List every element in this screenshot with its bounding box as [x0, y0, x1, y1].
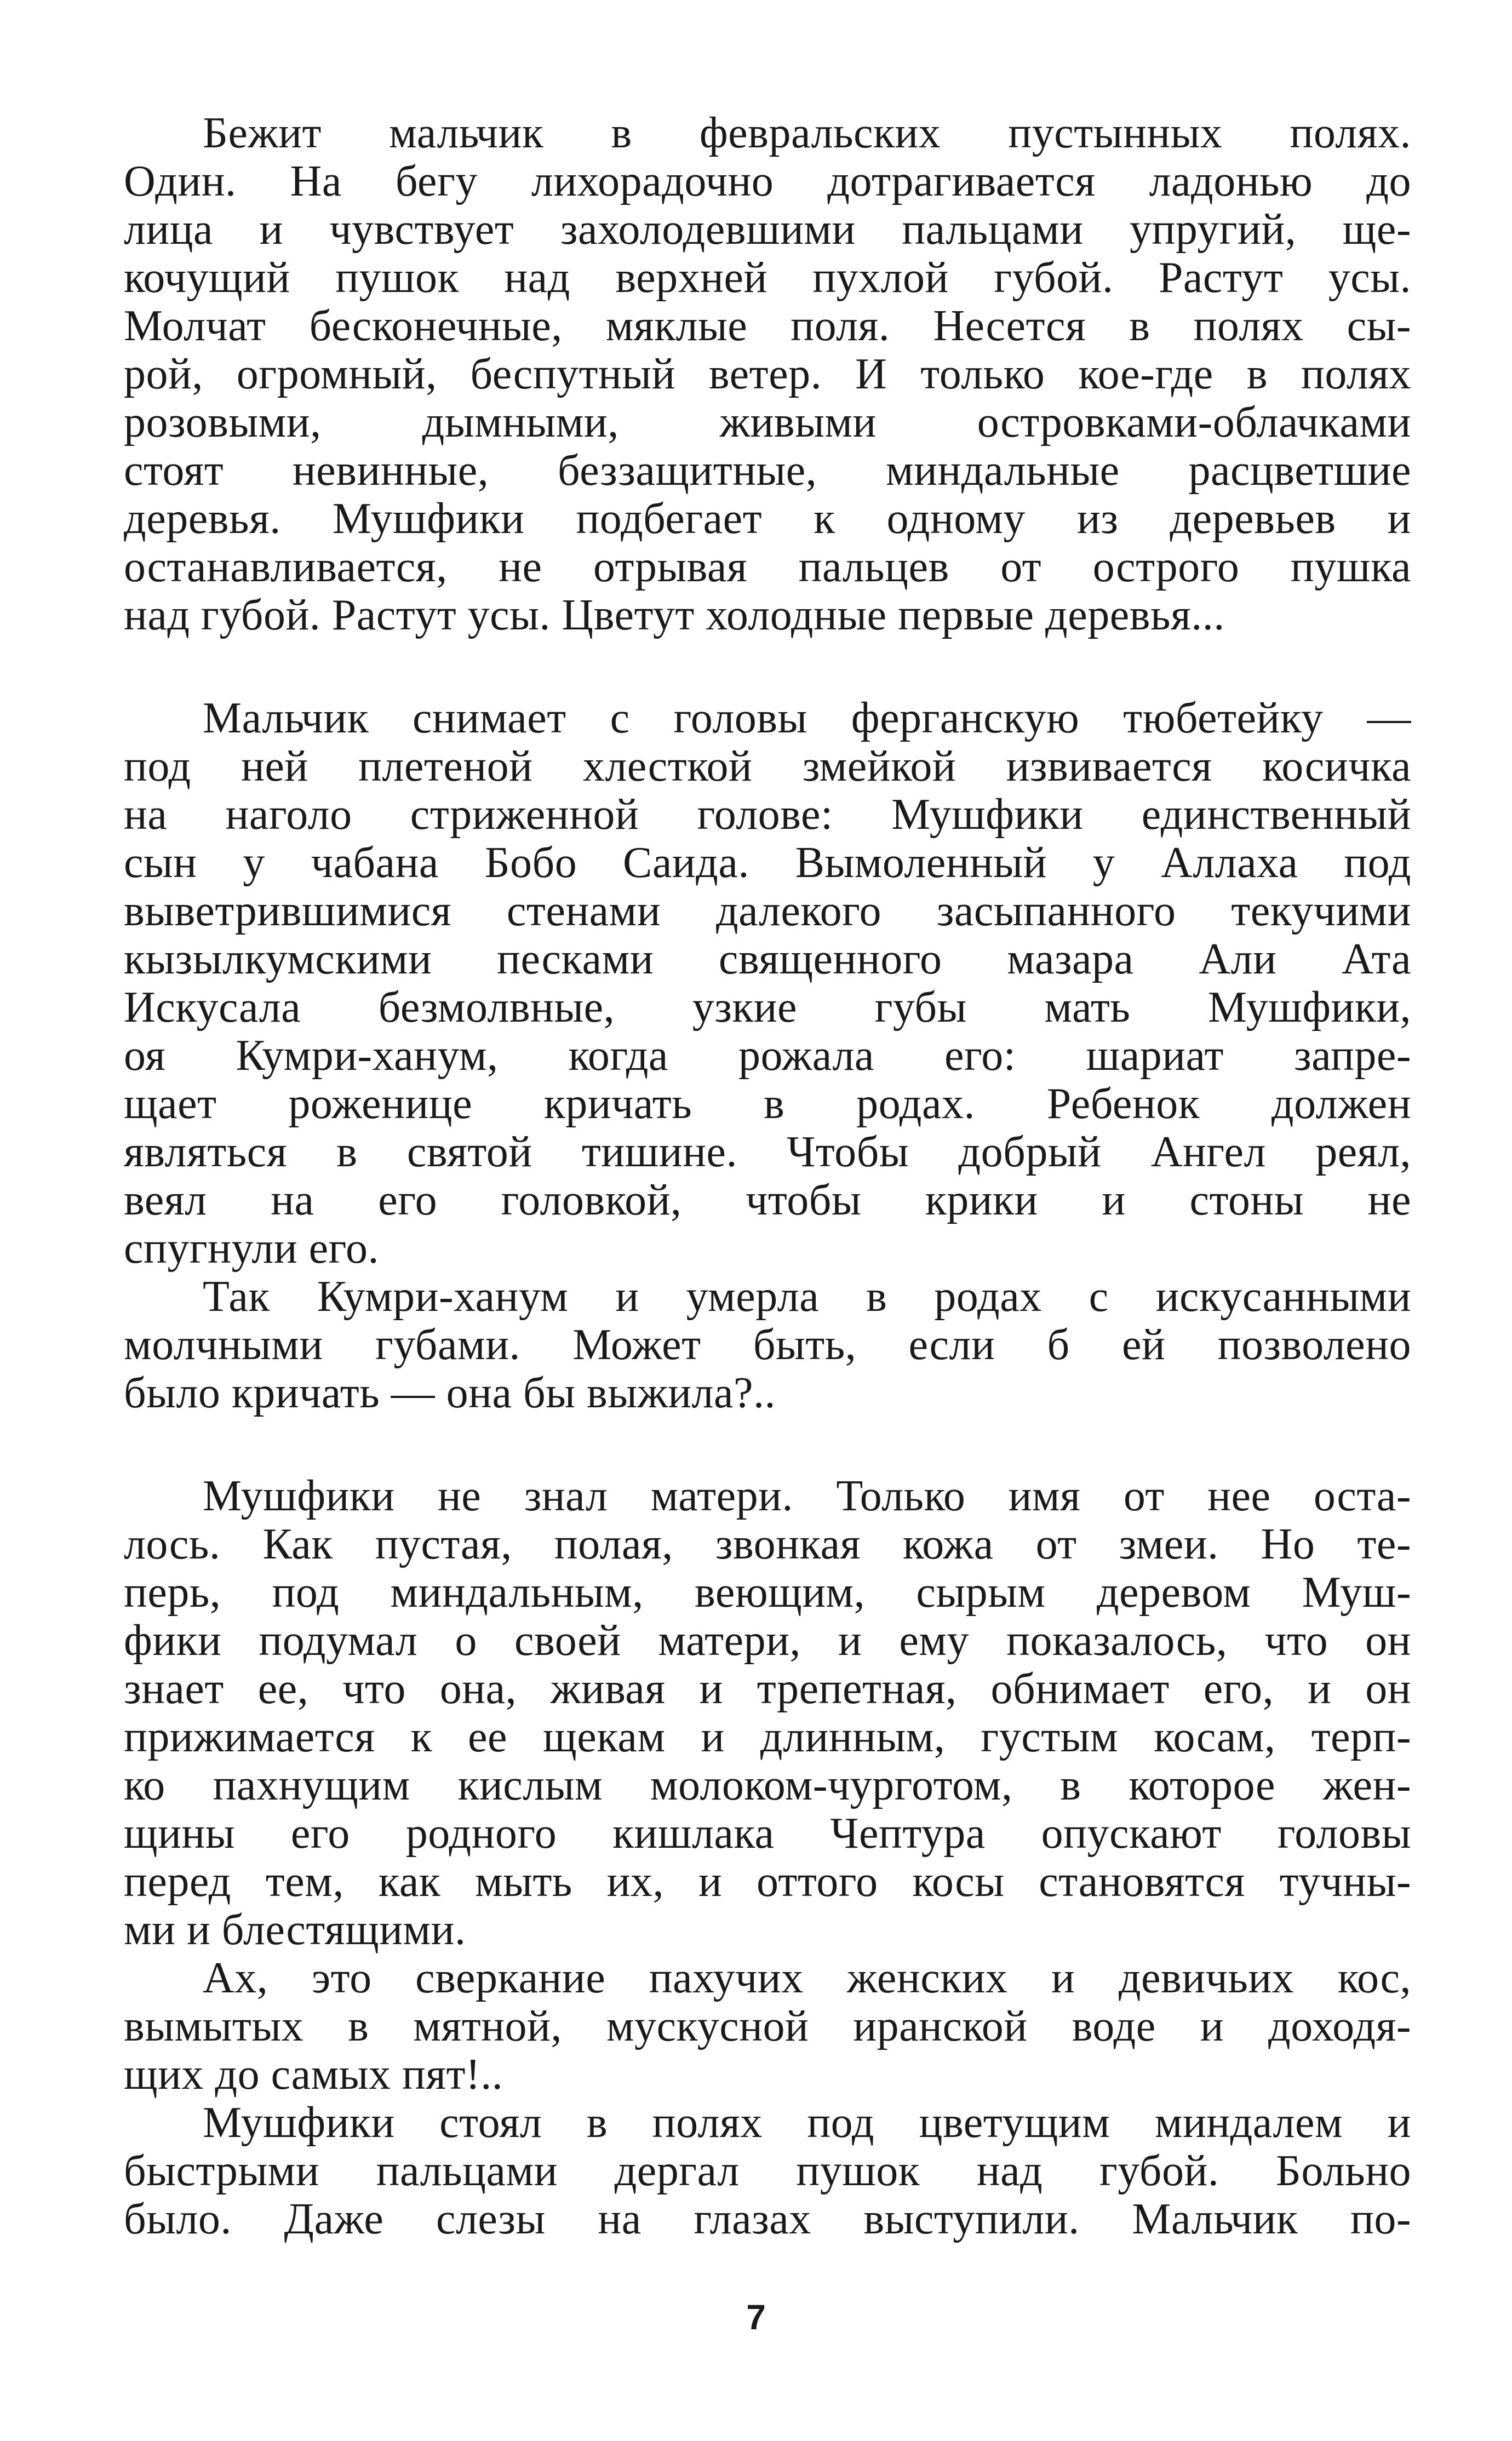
text-line: под ней плетеной хлесткой змейкой извивается косичка — [124, 742, 1411, 790]
text-line: лица и чувствует захолодевшими пальцами упругий, ще- — [124, 205, 1411, 254]
text-line: прижимается к ее щекам и длинным, густым косам, терп- — [124, 1713, 1411, 1761]
text-line: веял на его головкой, чтобы крики и стоны не — [124, 1176, 1411, 1224]
text-line: перь, под миндальным, веющим, сырым деревом Муш- — [124, 1568, 1411, 1617]
text-line: Мальчик снимает с головы ферганскую тюбетейку — — [203, 694, 1411, 742]
text-line: Искусала безмолвные, узкие губы мать Мушфики, — [124, 983, 1411, 1032]
text-line: Мушфики стоял в полях под цветущим миндалем и — [203, 2099, 1411, 2147]
text-line: быстрыми пальцами дергал пушок над губой. Больно — [124, 2147, 1411, 2195]
text-line: кочущий пушок над верхней пухлой губой. Растут усы. — [124, 254, 1411, 302]
text-line: останавливается, не отрывая пальцев от острого пушка — [124, 543, 1411, 591]
text-line: щины его родного кишлака Чептура опускают головы — [124, 1809, 1411, 1858]
text-line: Один. На бегу лихорадочно дотрагивается ладонью до — [124, 157, 1411, 205]
text-line: Мушфики не знал матери. Только имя от нее оста- — [203, 1472, 1411, 1520]
text-line: выветрившимися стенами далекого засыпанного текучими — [124, 887, 1411, 935]
text-line: спугнули его. — [124, 1224, 379, 1273]
text-line: Молчат бесконечные, мяклые поля. Несется в полях сы- — [124, 302, 1411, 350]
text-line: было. Даже слезы на глазах выступили. Мальчик по- — [124, 2195, 1411, 2243]
text-line: розовыми, дымными, живыми островками-облачками — [124, 398, 1411, 446]
text-line: над губой. Растут усы. Цветут холодные первые деревья... — [124, 591, 1225, 639]
text-line: ми и блестящими. — [124, 1906, 466, 1954]
text-line: щих до самых пят!.. — [124, 2050, 503, 2099]
text-line: на наголо стриженной голове: Мушфики единственный — [124, 790, 1411, 839]
text-line: деревья. Мушфики подбегает к одному из деревьев и — [124, 495, 1411, 543]
text-line: сын у чабана Бобо Саида. Вымоленный у Аллаха под — [124, 839, 1411, 887]
text-line: стоят невинные, беззащитные, миндальные расцветшие — [124, 446, 1411, 495]
text-line: кызылкумскими песками священного мазара Али Ата — [124, 935, 1411, 983]
text-line: Бежит мальчик в февральских пустынных полях. — [203, 109, 1411, 157]
text-line: перед тем, как мыть их, и оттого косы становятся тучны- — [124, 1858, 1411, 1906]
text-line: Так Кумри-ханум и умерла в родах с искусанными — [203, 1273, 1411, 1321]
text-line: щает роженице кричать в родах. Ребенок должен — [124, 1080, 1411, 1128]
text-line: лось. Как пустая, полая, звонкая кожа от змеи. Но те- — [124, 1520, 1411, 1568]
text-line: вымытых в мятной, мускусной иранской воде и доходя- — [124, 2002, 1411, 2050]
text-line: фики подумал о своей матери, и ему показалось, что он — [124, 1617, 1411, 1665]
text-line: являться в святой тишине. Чтобы добрый Ангел реял, — [124, 1128, 1411, 1176]
text-line: рой, огромный, беспутный ветер. И только кое-где в полях — [124, 350, 1411, 398]
text-line: оя Кумри-ханум, когда рожала его: шариат запре- — [124, 1032, 1411, 1080]
text-line: Ах, это сверкание пахучих женских и девичьих кос, — [203, 1954, 1411, 2002]
text-line: молчными губами. Может быть, если б ей позволено — [124, 1321, 1411, 1369]
text-line: знает ее, что она, живая и трепетная, обнимает его, и он — [124, 1665, 1411, 1713]
page-number: 7 — [746, 2297, 766, 2337]
text-line: ко пахнущим кислым молоком-чурготом, в которое жен- — [124, 1761, 1411, 1809]
text-line: было кричать — она бы выжила?.. — [124, 1369, 776, 1417]
